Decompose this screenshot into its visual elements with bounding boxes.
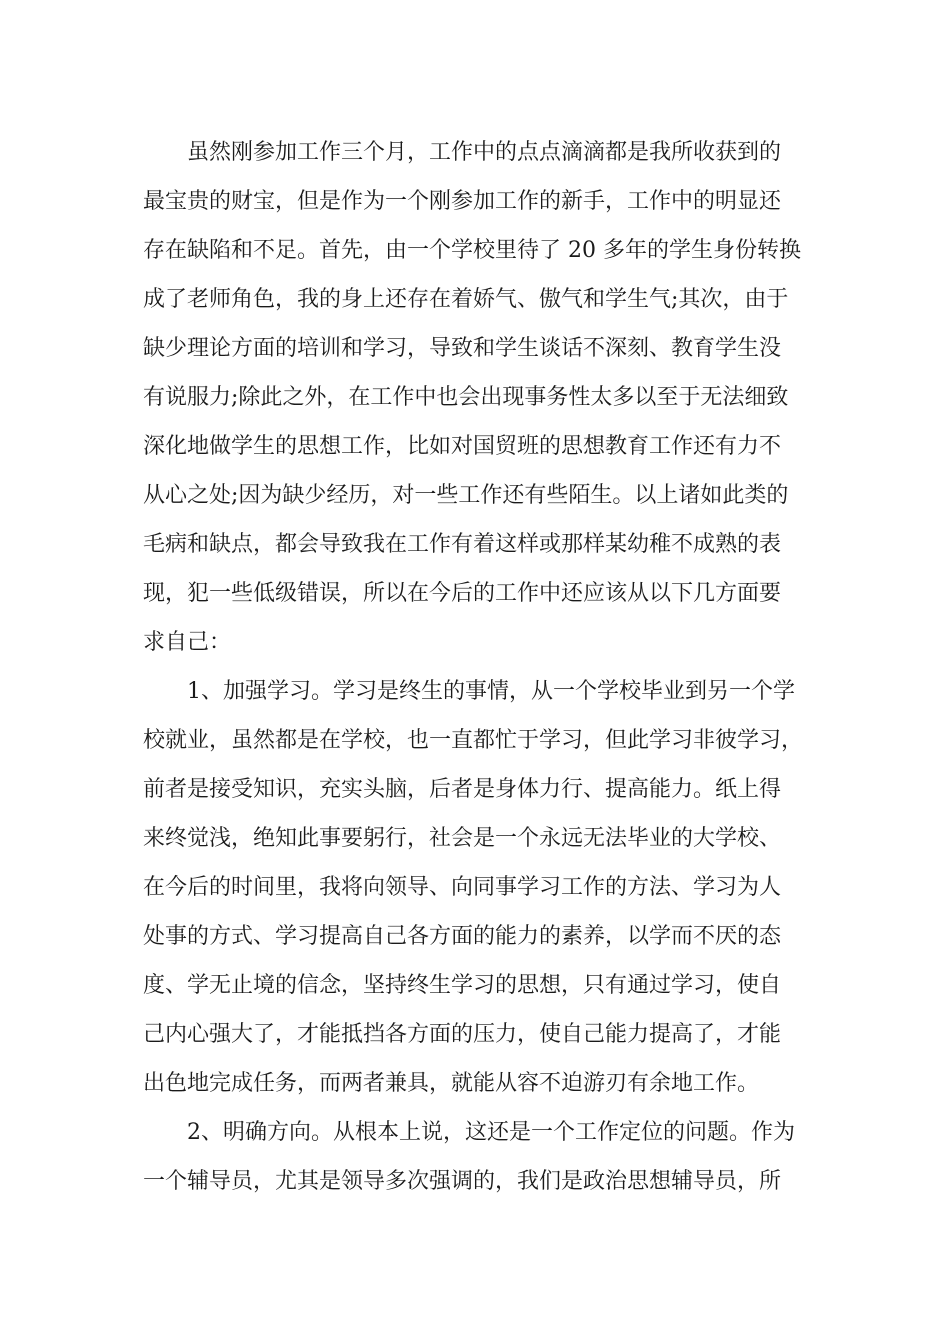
text-line: 存在缺陷和不足。首先，由一个学校里待了 20 多年的学生身份转换 bbox=[143, 238, 801, 263]
text-line: 现，犯一些低级错误，所以在今后的工作中还应该从以下几方面要 bbox=[143, 581, 782, 606]
text-line: 求自己： bbox=[143, 630, 232, 655]
text-line: 校就业，虽然都是在学校，也一直都忙于学习，但此学习非彼学习， bbox=[143, 728, 804, 753]
text-line: 成了老师角色，我的身上还存在着娇气、傲气和学生气;其次，由于 bbox=[143, 287, 789, 312]
text-line: 深化地做学生的思想工作，比如对国贸班的思想教育工作还有力不 bbox=[143, 434, 782, 459]
text-line: 前者是接受知识，充实头脑，后者是身体力行、提高能力。纸上得 bbox=[143, 777, 782, 802]
text-line: 虽然刚参加工作三个月，工作中的点点滴滴都是我所收获到的 bbox=[143, 140, 782, 165]
text-line: 己内心强大了，才能抵挡各方面的压力，使自己能力提高了，才能 bbox=[143, 1022, 782, 1047]
text-line: 缺少理论方面的培训和学习，导致和学生谈话不深刻、教育学生没 bbox=[143, 336, 782, 361]
text-line: 在今后的时间里，我将向领导、向同事学习工作的方法、学习为人 bbox=[143, 875, 782, 900]
text-line: 1、加强学习。学习是终生的事情，从一个学校毕业到另一个学 bbox=[143, 679, 795, 704]
text-line: 2、明确方向。从根本上说，这还是一个工作定位的问题。作为 bbox=[143, 1120, 795, 1145]
text-line: 有说服力;除此之外，在工作中也会出现事务性太多以至于无法细致 bbox=[143, 385, 789, 410]
text-line: 最宝贵的财宝，但是作为一个刚参加工作的新手，工作中的明显还 bbox=[143, 189, 782, 214]
text-line: 从心之处;因为缺少经历，对一些工作还有些陌生。以上诸如此类的 bbox=[143, 483, 789, 508]
text-line: 出色地完成任务，而两者兼具，就能从容不迫游刃有余地工作。 bbox=[143, 1071, 760, 1096]
text-line: 毛病和缺点，都会导致我在工作有着这样或那样某幼稚不成熟的表 bbox=[143, 532, 782, 557]
text-line: 一个辅导员，尤其是领导多次强调的，我们是政治思想辅导员，所 bbox=[143, 1169, 782, 1194]
text-line: 度、学无止境的信念，坚持终生学习的思想，只有通过学习，使自 bbox=[143, 973, 782, 998]
text-line: 处事的方式、学习提高自己各方面的能力的素养，以学而不厌的态 bbox=[143, 924, 782, 949]
body-text bbox=[143, 128, 807, 1206]
text-line: 来终觉浅，绝知此事要躬行，社会是一个永远无法毕业的大学校、 bbox=[143, 826, 782, 851]
